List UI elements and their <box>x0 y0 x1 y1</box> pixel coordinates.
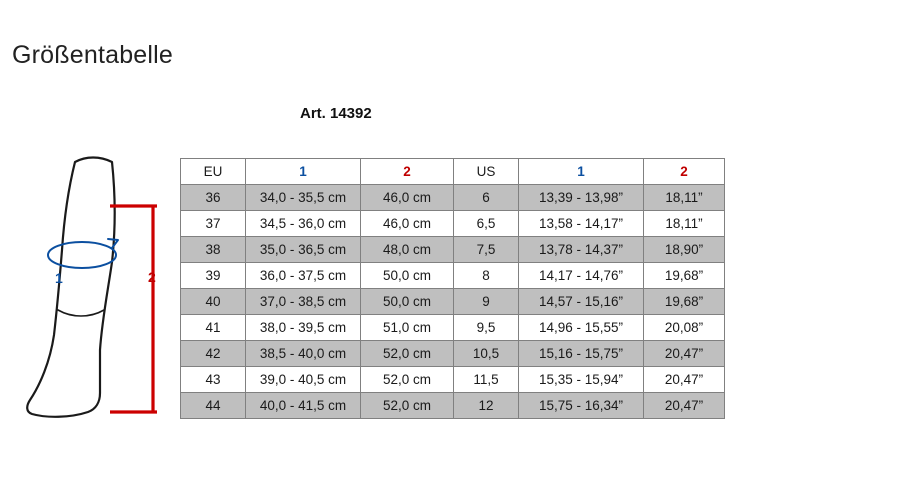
cell-len-in: 19,68” <box>644 289 725 315</box>
cell-us: 9 <box>454 289 519 315</box>
cell-len-cm: 52,0 cm <box>361 393 454 419</box>
page-title: Größentabelle <box>12 40 174 69</box>
table-header-row <box>181 159 725 185</box>
leg-outline <box>27 158 114 417</box>
cell-us: 8 <box>454 263 519 289</box>
cell-circ-in: 13,39 - 13,98” <box>519 185 644 211</box>
cell-circ-cm: 40,0 - 41,5 cm <box>246 393 361 419</box>
table-header-length-cm: 2 <box>361 159 454 185</box>
cell-eu: 38 <box>181 237 246 263</box>
cell-circ-cm: 38,0 - 39,5 cm <box>246 315 361 341</box>
table-row <box>181 263 725 289</box>
cell-us: 7,5 <box>454 237 519 263</box>
table-row <box>181 237 725 263</box>
cell-len-in: 20,47” <box>644 341 725 367</box>
cell-circ-cm: 38,5 - 40,0 cm <box>246 341 361 367</box>
cell-len-cm: 46,0 cm <box>361 211 454 237</box>
cell-len-cm: 52,0 cm <box>361 341 454 367</box>
size-table <box>180 158 725 419</box>
cell-len-in: 18,11” <box>644 185 725 211</box>
cell-circ-in: 14,17 - 14,76” <box>519 263 644 289</box>
cell-circ-in: 14,57 - 15,16” <box>519 289 644 315</box>
article-title: Art. 14392 <box>300 105 372 122</box>
cell-len-in: 20,08” <box>644 315 725 341</box>
table-row <box>181 289 725 315</box>
cell-len-in: 20,47” <box>644 367 725 393</box>
table-header-circumference-in: 1 <box>519 159 644 185</box>
cell-us: 12 <box>454 393 519 419</box>
leg-diagram <box>20 150 180 430</box>
cell-len-cm: 50,0 cm <box>361 263 454 289</box>
cell-eu: 37 <box>181 211 246 237</box>
cell-eu: 43 <box>181 367 246 393</box>
cell-eu: 39 <box>181 263 246 289</box>
leg-height-bracket <box>110 206 157 412</box>
cell-eu: 44 <box>181 393 246 419</box>
calf-circumference-arrow <box>48 239 118 268</box>
cell-eu: 41 <box>181 315 246 341</box>
cell-len-in: 18,11” <box>644 211 725 237</box>
table-row <box>181 367 725 393</box>
cell-len-in: 20,47” <box>644 393 725 419</box>
cell-circ-in: 15,16 - 15,75” <box>519 341 644 367</box>
cell-circ-in: 15,75 - 16,34” <box>519 393 644 419</box>
cell-us: 10,5 <box>454 341 519 367</box>
cell-eu: 42 <box>181 341 246 367</box>
cell-eu: 36 <box>181 185 246 211</box>
cell-circ-cm: 36,0 - 37,5 cm <box>246 263 361 289</box>
cell-len-cm: 52,0 cm <box>361 367 454 393</box>
table-header-us: US <box>454 159 519 185</box>
cell-len-cm: 51,0 cm <box>361 315 454 341</box>
table-row <box>181 211 725 237</box>
cell-us: 9,5 <box>454 315 519 341</box>
cell-circ-cm: 35,0 - 36,5 cm <box>246 237 361 263</box>
table-row <box>181 393 725 419</box>
cell-len-cm: 50,0 cm <box>361 289 454 315</box>
cell-circ-in: 15,35 - 15,94” <box>519 367 644 393</box>
cell-us: 6 <box>454 185 519 211</box>
table-header-eu: EU <box>181 159 246 185</box>
cell-circ-cm: 34,0 - 35,5 cm <box>246 185 361 211</box>
cell-eu: 40 <box>181 289 246 315</box>
cell-us: 6,5 <box>454 211 519 237</box>
cell-circ-cm: 37,0 - 38,5 cm <box>246 289 361 315</box>
table-row <box>181 315 725 341</box>
table-row <box>181 185 725 211</box>
cell-len-cm: 48,0 cm <box>361 237 454 263</box>
cell-us: 11,5 <box>454 367 519 393</box>
measure-1-label: 1 <box>55 270 63 286</box>
cell-len-in: 19,68” <box>644 263 725 289</box>
table-row <box>181 341 725 367</box>
cell-circ-cm: 34,5 - 36,0 cm <box>246 211 361 237</box>
cell-circ-in: 13,78 - 14,37” <box>519 237 644 263</box>
cell-circ-in: 14,96 - 15,55” <box>519 315 644 341</box>
cell-circ-in: 13,58 - 14,17” <box>519 211 644 237</box>
table-header-circumference-cm: 1 <box>246 159 361 185</box>
measure-2-label: 2 <box>148 269 156 285</box>
cell-len-in: 18,90” <box>644 237 725 263</box>
cell-len-cm: 46,0 cm <box>361 185 454 211</box>
cell-circ-cm: 39,0 - 40,5 cm <box>246 367 361 393</box>
table-header-length-in: 2 <box>644 159 725 185</box>
